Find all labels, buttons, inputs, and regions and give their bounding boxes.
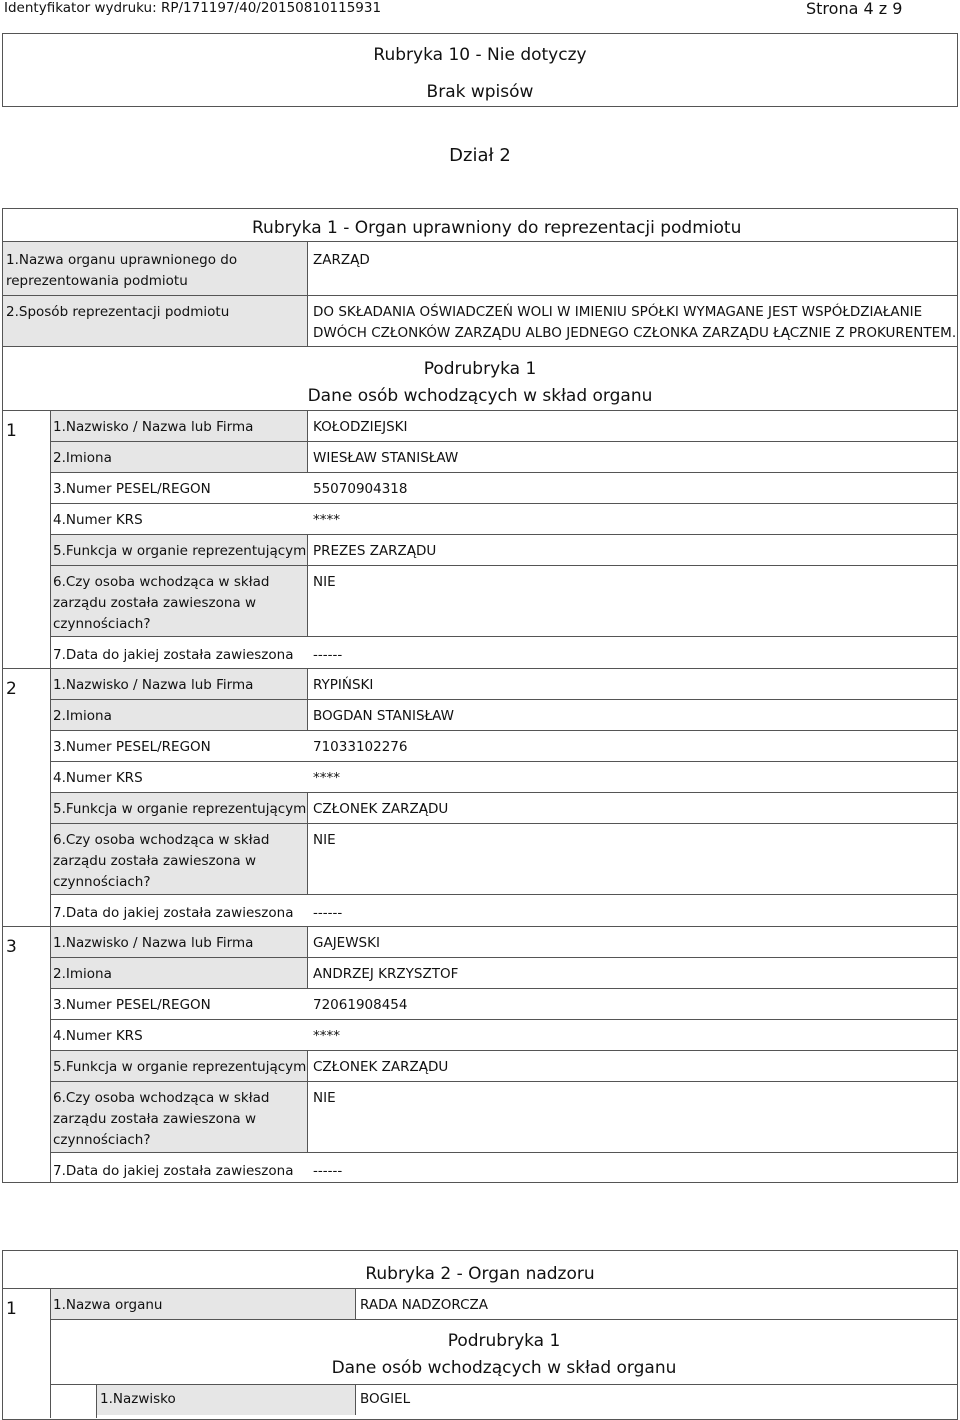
names-value: BOGDAN STANISŁAW [313, 708, 454, 724]
divider [307, 242, 308, 346]
date-value: ------ [313, 1163, 343, 1179]
pesel-value: 55070904318 [313, 481, 408, 497]
suspended-label-2: zarządu została zawieszona w [53, 595, 257, 611]
rubryka-1-title: Rubryka 1 - Organ uprawniony do reprezentacji podmiotu [252, 218, 742, 238]
date-value: ------ [313, 647, 343, 663]
rubryka-10-subtitle: Brak wpisów [426, 82, 534, 102]
suspended-label-1: 6.Czy osoba wchodząca w skład [53, 574, 270, 590]
krs-label: 4.Numer KRS [53, 770, 143, 786]
names-value: ANDRZEJ KRZYSZTOF [313, 966, 459, 982]
person-number: 2 [6, 679, 17, 699]
suspended-value: NIE [313, 574, 336, 590]
date-label: 7.Data do jakiej została zawieszona [53, 647, 294, 663]
podrubryka-title: Podrubryka 1 [423, 359, 537, 379]
function-label: 5.Funkcja w organie reprezentującym [53, 1059, 307, 1075]
function-value: CZŁONEK ZARZĄDU [313, 1059, 449, 1075]
representation-value-1: DO SKŁADANIA OŚWIADCZEŃ WOLI W IMIENIU SPÓŁKI WYMAGANE JEST WSPÓŁDZIAŁANIE [313, 304, 923, 320]
divider [2, 346, 958, 347]
names-value: WIESŁAW STANISŁAW [313, 450, 459, 466]
print-identifier: Identyfikator wydruku: RP/171197/40/20150810115931 [4, 0, 382, 16]
pesel-value: 71033102276 [313, 739, 408, 755]
function-value: PREZES ZARZĄDU [313, 543, 437, 559]
suspended-label-3: czynnościach? [53, 874, 151, 890]
pesel-value: 72061908454 [313, 997, 408, 1013]
function-label: 5.Funkcja w organie reprezentującym [53, 543, 307, 559]
function-value: CZŁONEK ZARZĄDU [313, 801, 449, 817]
surname-value: RYPIŃSKI [313, 677, 374, 693]
names-label: 2.Imiona [53, 450, 112, 466]
suspended-label-1: 6.Czy osoba wchodząca w skład [53, 1090, 270, 1106]
surname-label: 1.Nazwisko / Nazwa lub Firma [53, 935, 254, 951]
rubryka-10-title: Rubryka 10 - Nie dotyczy [373, 45, 587, 65]
krs-label: 4.Numer KRS [53, 1028, 143, 1044]
surname-value: KOŁODZIEJSKI [313, 419, 408, 435]
surname-label: 1.Nazwisko [100, 1391, 176, 1407]
names-label: 2.Imiona [53, 708, 112, 724]
surname-label: 1.Nazwisko / Nazwa lub Firma [53, 677, 254, 693]
function-label: 5.Funkcja w organie reprezentującym [53, 801, 307, 817]
podrubryka-subtitle: Dane osób wchodzących w skład organu [331, 1358, 677, 1378]
suspended-label-1: 6.Czy osoba wchodząca w skład [53, 832, 270, 848]
organ-name-value: ZARZĄD [313, 252, 370, 268]
podrubryka-title: Podrubryka 1 [447, 1331, 561, 1351]
krs-value: **** [313, 1028, 340, 1044]
pesel-label: 3.Numer PESEL/REGON [53, 481, 211, 497]
suspended-value: NIE [313, 1090, 336, 1106]
rubryka-2-title: Rubryka 2 - Organ nadzoru [365, 1264, 595, 1284]
suspended-label-3: czynnościach? [53, 1132, 151, 1148]
suspended-value: NIE [313, 832, 336, 848]
section-title: Dział 2 [449, 145, 511, 166]
suspended-label-2: zarządu została zawieszona w [53, 1111, 257, 1127]
organ-name-value: RADA NADZORCZA [360, 1297, 488, 1313]
page-number: Strona 4 z 9 [806, 0, 903, 18]
krs-value: **** [313, 512, 340, 528]
date-value: ------ [313, 905, 343, 921]
pesel-label: 3.Numer PESEL/REGON [53, 997, 211, 1013]
date-label: 7.Data do jakiej została zawieszona [53, 905, 294, 921]
organ-name-label-2: reprezentowania podmiotu [6, 273, 188, 289]
organ-name-label: 1.Nazwa organu [53, 1297, 163, 1313]
names-label: 2.Imiona [53, 966, 112, 982]
krs-value: **** [313, 770, 340, 786]
podrubryka-subtitle: Dane osób wchodzących w skład organu [307, 386, 653, 406]
representation-label: 2.Sposób reprezentacji podmiotu [6, 304, 230, 320]
surname-label: 1.Nazwisko / Nazwa lub Firma [53, 419, 254, 435]
divider [2, 295, 958, 296]
pesel-label: 3.Numer PESEL/REGON [53, 739, 211, 755]
date-label: 7.Data do jakiej została zawieszona [53, 1163, 294, 1179]
person-number: 1 [6, 421, 17, 441]
organ-number: 1 [6, 1299, 17, 1319]
representation-value-2: DWÓCH CZŁONKÓW ZARZĄDU ALBO JEDNEGO CZŁONKA ZARZĄDU ŁĄCZNIE Z PROKURENTEM. [313, 325, 957, 341]
surname-value: GAJEWSKI [313, 935, 380, 951]
suspended-label-3: czynnościach? [53, 616, 151, 632]
surname-value: BOGIEL [360, 1391, 411, 1407]
krs-label: 4.Numer KRS [53, 512, 143, 528]
organ-name-label-1: 1.Nazwa organu uprawnionego do [6, 252, 238, 268]
person-number: 3 [6, 937, 17, 957]
suspended-label-2: zarządu została zawieszona w [53, 853, 257, 869]
